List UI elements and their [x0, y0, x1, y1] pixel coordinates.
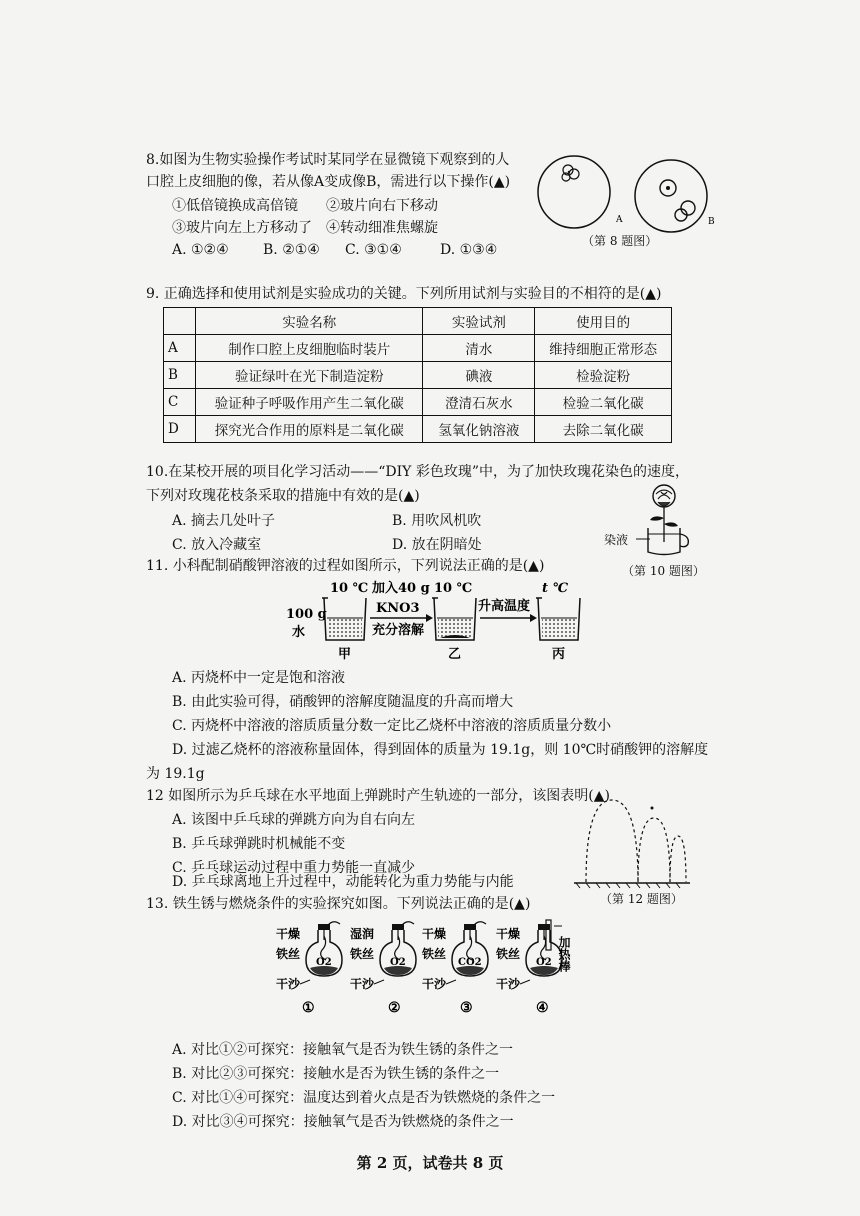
q10-stem-line2: 下列对玫瑰花枝条采取的措施中有效的是(▲) [146, 488, 420, 504]
q8-fig-label-b: B [708, 217, 715, 227]
q10-option-a: A. 摘去几处叶子 [172, 513, 276, 529]
q12-stem: 12 如图所示为乒乓球在水平地面上弹跳时产生轨迹的一部分，该图表明(▲) [146, 788, 610, 804]
q13-top-label-1: 干燥 [276, 927, 301, 941]
q8-stem-line1: 8.如图为生物实验操作考试时某同学在显微镜下观察到的人 [146, 152, 510, 168]
q8-microscope-figure [536, 150, 716, 245]
q13-option-c: C. 对比①④可探究：温度达到着火点是否为铁燃烧的条件之一 [172, 1090, 556, 1106]
q13-heat-rod-label: 加热棒 [557, 936, 571, 972]
q13-wire-label-1: 铁丝 [276, 947, 301, 961]
q11-dissolve-label: 充分溶解 [372, 623, 425, 638]
q10-option-c: C. 放入冷藏室 [172, 537, 262, 553]
table-header-cell: 实验试剂 [423, 308, 535, 335]
q8-option-b: B. ②①④ [263, 242, 320, 258]
table-cell: 维持细胞正常形态 [535, 335, 672, 362]
q11-beaker-figure [280, 574, 590, 666]
q13-top-label-2: 湿润 [350, 927, 375, 941]
q13-wire-label-2: 铁丝 [350, 947, 375, 961]
q8-option-d: D. ①③④ [440, 242, 498, 258]
q11-temp2: 10 ℃ [434, 581, 473, 596]
table-cell: 去除二氧化碳 [535, 416, 672, 443]
table-cell: 碘液 [423, 362, 535, 389]
q11-temp1: 10 ℃ [330, 581, 369, 596]
q10-fig-label: 染液 [604, 533, 629, 547]
q11-label-yi: 乙 [448, 647, 462, 662]
table-header-cell: 实验名称 [195, 308, 423, 335]
table-row [164, 416, 672, 443]
q12-option-b: B. 乒乓球弹跳时机械能不变 [172, 836, 346, 852]
q13-gas-3: CO2 [458, 957, 482, 968]
q11-option-a: A. 丙烧杯中一定是饱和溶液 [172, 670, 346, 686]
q13-top-label-3: 干燥 [422, 927, 447, 941]
table-cell: C [164, 389, 196, 416]
q13-top-label-4: 干燥 [496, 927, 521, 941]
q10-stem-line1: 10.在某校开展的项目化学习活动——“DIY 彩色玫瑰”中，为了加快玫瑰花染色的速度， [146, 464, 690, 480]
q13-option-b: B. 对比②③可探究：接触水是否为铁生锈的条件之一 [172, 1066, 500, 1082]
table-row [164, 362, 672, 389]
q13-wire-label-3: 铁丝 [422, 947, 447, 961]
q11-option-d-cont: 为 19.1g [146, 766, 205, 782]
q11-add-label: 加入40 g [372, 581, 430, 596]
q13-option-d: D. 对比③④可探究：接触氧气是否为铁燃烧的条件之一 [172, 1114, 514, 1130]
q13-sand-label-2: 干沙 [350, 977, 375, 991]
table-header-cell: 使用目的 [535, 308, 672, 335]
table-header-row [164, 308, 672, 335]
q13-gas-1: O2 [316, 957, 332, 968]
q11-option-b: B. 由此实验可得，硝酸钾的溶解度随温度的升高而增大 [172, 694, 514, 710]
q11-label-bing: 丙 [552, 647, 566, 662]
q12-option-d: D. 乒乓球离地上升过程中，动能转化为重力势能与内能 [172, 874, 514, 890]
q12-option-a: A. 该图中乒乓球的弹跳方向为自右向左 [172, 812, 416, 828]
q13-number-3: ③ [460, 1000, 473, 1016]
q10-caption: （第 10 题图） [622, 564, 705, 578]
table-cell: B [164, 362, 196, 389]
q11-water-mass: 100 g [286, 607, 327, 622]
table-cell: 制作口腔上皮细胞临时装片 [195, 335, 423, 362]
q8-caption: （第 8 题图） [582, 234, 658, 248]
table-cell: 验证绿叶在光下制造淀粉 [195, 362, 423, 389]
q13-gas-2: O2 [390, 957, 406, 968]
table-row [164, 389, 672, 416]
q11-option-c: C. 丙烧杯中溶液的溶质质量分数一定比乙烧杯中溶液的溶质质量分数小 [172, 718, 612, 734]
table-cell: 清水 [423, 335, 535, 362]
q11-stem: 11. 小科配制硝酸钾溶液的过程如图所示，下列说法正确的是(▲) [146, 558, 545, 574]
table-row [164, 335, 672, 362]
q8-items-line2: ③玻片向左上方移动了 ④转动细准焦螺旋 [172, 220, 438, 236]
q11-heat-label: 升高温度 [478, 599, 531, 614]
table-cell: 探究光合作用的原料是二氧化碳 [195, 416, 423, 443]
q9-stem: 9. 正确选择和使用试剂是实验成功的关键。下列所用试剂与实验目的不相符的是(▲) [146, 286, 662, 302]
q8-option-a: A. ①②④ [172, 242, 229, 258]
q10-option-d: D. 放在阴暗处 [392, 537, 482, 553]
q9-table [163, 307, 672, 443]
q8-option-c: C. ③①④ [345, 242, 402, 258]
q13-sand-label-4: 干沙 [496, 977, 521, 991]
q10-option-b: B. 用吹风机吹 [392, 513, 482, 529]
q13-number-1: ① [302, 1000, 315, 1016]
page-footer: 第 2 页，试卷共 8 页 [356, 1154, 504, 1172]
q13-option-a: A. 对比①②可探究：接触氧气是否为铁生锈的条件之一 [172, 1042, 514, 1058]
table-cell: A [164, 335, 196, 362]
table-cell: 检验二氧化碳 [535, 389, 672, 416]
table-cell: 验证种子呼吸作用产生二氧化碳 [195, 389, 423, 416]
q11-kno3-label: KNO3 [376, 601, 420, 616]
q8-stem-line2: 口腔上皮细胞的像，若从像A变成像B，需进行以下操作(▲) [146, 174, 511, 190]
q8-items-line1: ①低倍镜换成高倍镜 ②玻片向右下移动 [172, 198, 438, 214]
table-header-cell [164, 308, 196, 335]
q12-option-c: C. 乒乓球运动过程中重力势能一直减少 [172, 860, 416, 876]
q13-sand-label-1: 干沙 [276, 977, 301, 991]
q10-rose-figure [636, 482, 696, 558]
table-cell: D [164, 416, 196, 443]
q13-stem: 13. 铁生锈与燃烧条件的实验探究如图。下列说法正确的是(▲) [146, 896, 531, 912]
q12-caption: （第 12 题图） [600, 892, 683, 906]
q11-option-d: D. 过滤乙烧杯的溶液称量固体，得到固体的质量为 19.1g，则 10℃时硝酸钾的溶解度 [172, 742, 709, 758]
q13-number-4: ④ [536, 1000, 549, 1016]
table-cell: 检验淀粉 [535, 362, 672, 389]
table-cell: 澄清石灰水 [423, 389, 535, 416]
table-cell: 氢氧化钠溶液 [423, 416, 535, 443]
q13-wire-label-4: 铁丝 [496, 947, 521, 961]
q13-number-2: ② [388, 1000, 401, 1016]
q12-bounce-figure [572, 796, 692, 890]
q13-sand-label-3: 干沙 [422, 977, 447, 991]
q13-gas-4: O2 [536, 957, 552, 968]
q11-water: 水 [292, 625, 306, 640]
q13-flask-figure [272, 918, 592, 1018]
q8-fig-label-a: A [616, 215, 623, 225]
q11-temp3: t ℃ [542, 581, 569, 596]
q11-label-jia: 甲 [338, 647, 352, 662]
